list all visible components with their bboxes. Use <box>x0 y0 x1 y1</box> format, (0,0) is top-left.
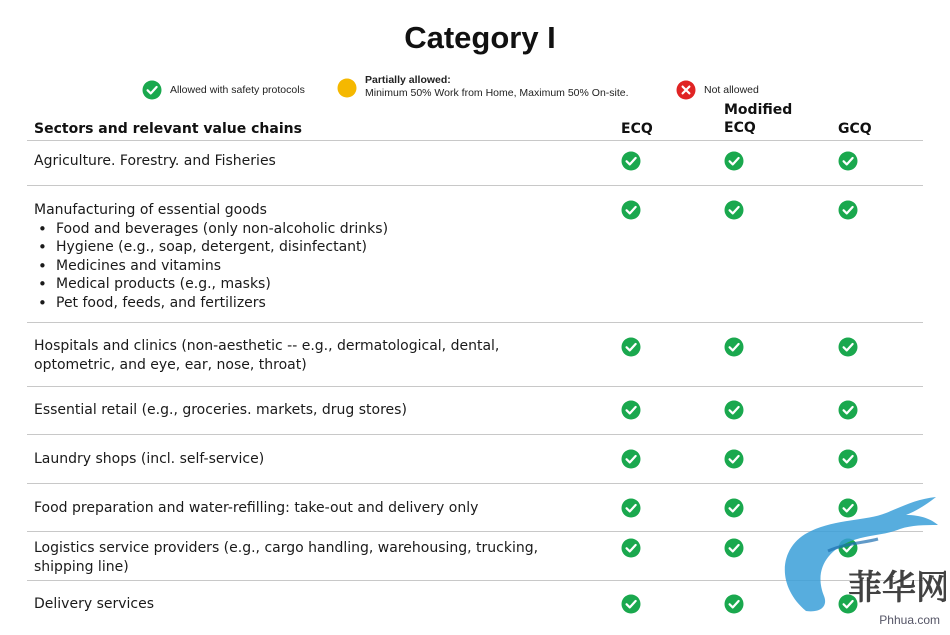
divider <box>27 185 923 186</box>
check-circle-icon <box>621 151 641 171</box>
check-circle-icon <box>724 449 744 469</box>
check-circle-icon <box>621 400 641 420</box>
sector-label-line2: shipping line) <box>34 558 129 575</box>
check-circle-icon <box>724 538 744 558</box>
divider <box>27 140 923 141</box>
legend-partial-desc: Minimum 50% Work from Home, Maximum 50% On-site. <box>365 87 629 99</box>
sector-label-line1: Hospitals and clinics (non-aesthetic -- e.g., dermatological, dental, <box>34 338 500 354</box>
sector-label <box>34 539 538 576</box>
check-circle-icon <box>724 594 744 614</box>
watermark-logo <box>766 491 946 631</box>
header-mecq-line1: Modified <box>724 102 793 118</box>
sector-title: Manufacturing of essential goods <box>34 202 267 218</box>
sector-label: Food preparation and water-refilling: take-out and delivery only <box>34 500 479 516</box>
check-circle-icon <box>142 80 162 100</box>
divider <box>27 434 923 435</box>
check-circle-icon <box>621 337 641 357</box>
legend <box>0 72 950 108</box>
header-gcq: GCQ <box>838 121 872 137</box>
legend-partial <box>337 74 629 100</box>
list-item: • Pet food, feeds, and fertilizers <box>34 294 388 313</box>
legend-allowed-label: Allowed with safety protocols <box>170 84 305 96</box>
check-circle-icon <box>724 337 744 357</box>
check-circle-icon <box>838 337 858 357</box>
check-circle-icon <box>621 594 641 614</box>
check-circle-icon <box>838 400 858 420</box>
list-item: • Medical products (e.g., masks) <box>34 275 388 294</box>
divider <box>27 322 923 323</box>
sector-label-line1: Logistics service providers (e.g., cargo handling, warehousing, trucking, <box>34 540 539 556</box>
check-circle-icon <box>621 498 641 518</box>
partial-circle-icon <box>337 78 357 98</box>
check-circle-icon <box>838 200 858 220</box>
check-circle-icon <box>838 449 858 469</box>
list-item: • Food and beverages (only non-alcoholic drinks) <box>34 220 388 239</box>
page-title: Category I <box>404 20 556 55</box>
svg-text:菲华网: 菲华网 <box>848 568 946 608</box>
legend-not-allowed <box>676 80 759 100</box>
sector-label: Delivery services <box>34 596 155 612</box>
sector-label-line2: optometric, and eye, ear, nose, throat) <box>34 356 307 373</box>
divider <box>27 483 923 484</box>
check-circle-icon <box>621 449 641 469</box>
sector-label: Essential retail (e.g., groceries. markets, drug stores) <box>34 402 407 418</box>
sector-label: Laundry shops (incl. self-service) <box>34 451 265 467</box>
divider <box>27 386 923 387</box>
check-circle-icon <box>724 151 744 171</box>
list-item: • Medicines and vitamins <box>34 257 388 276</box>
sector-label <box>34 201 388 313</box>
watermark-text: Phhua.com <box>879 613 940 627</box>
legend-not-allowed-label: Not allowed <box>704 84 759 96</box>
legend-partial-title: Partially allowed: <box>365 74 451 86</box>
check-circle-icon <box>621 538 641 558</box>
header-mecq <box>724 101 792 137</box>
legend-allowed <box>142 80 305 100</box>
header-ecq: ECQ <box>621 121 653 137</box>
check-circle-icon <box>724 498 744 518</box>
sector-items <box>34 220 388 313</box>
check-circle-icon <box>724 200 744 220</box>
check-circle-icon <box>621 200 641 220</box>
check-circle-icon <box>838 151 858 171</box>
check-circle-icon <box>724 400 744 420</box>
sector-label: Agriculture. Forestry. and Fisheries <box>34 153 276 169</box>
header-sector: Sectors and relevant value chains <box>34 121 302 137</box>
sector-label <box>34 337 499 374</box>
dragon-logo-icon <box>766 491 946 631</box>
header-mecq-line2: ECQ <box>724 120 756 136</box>
list-item: • Hygiene (e.g., soap, detergent, disinfectant) <box>34 238 388 257</box>
x-circle-icon <box>676 80 696 100</box>
